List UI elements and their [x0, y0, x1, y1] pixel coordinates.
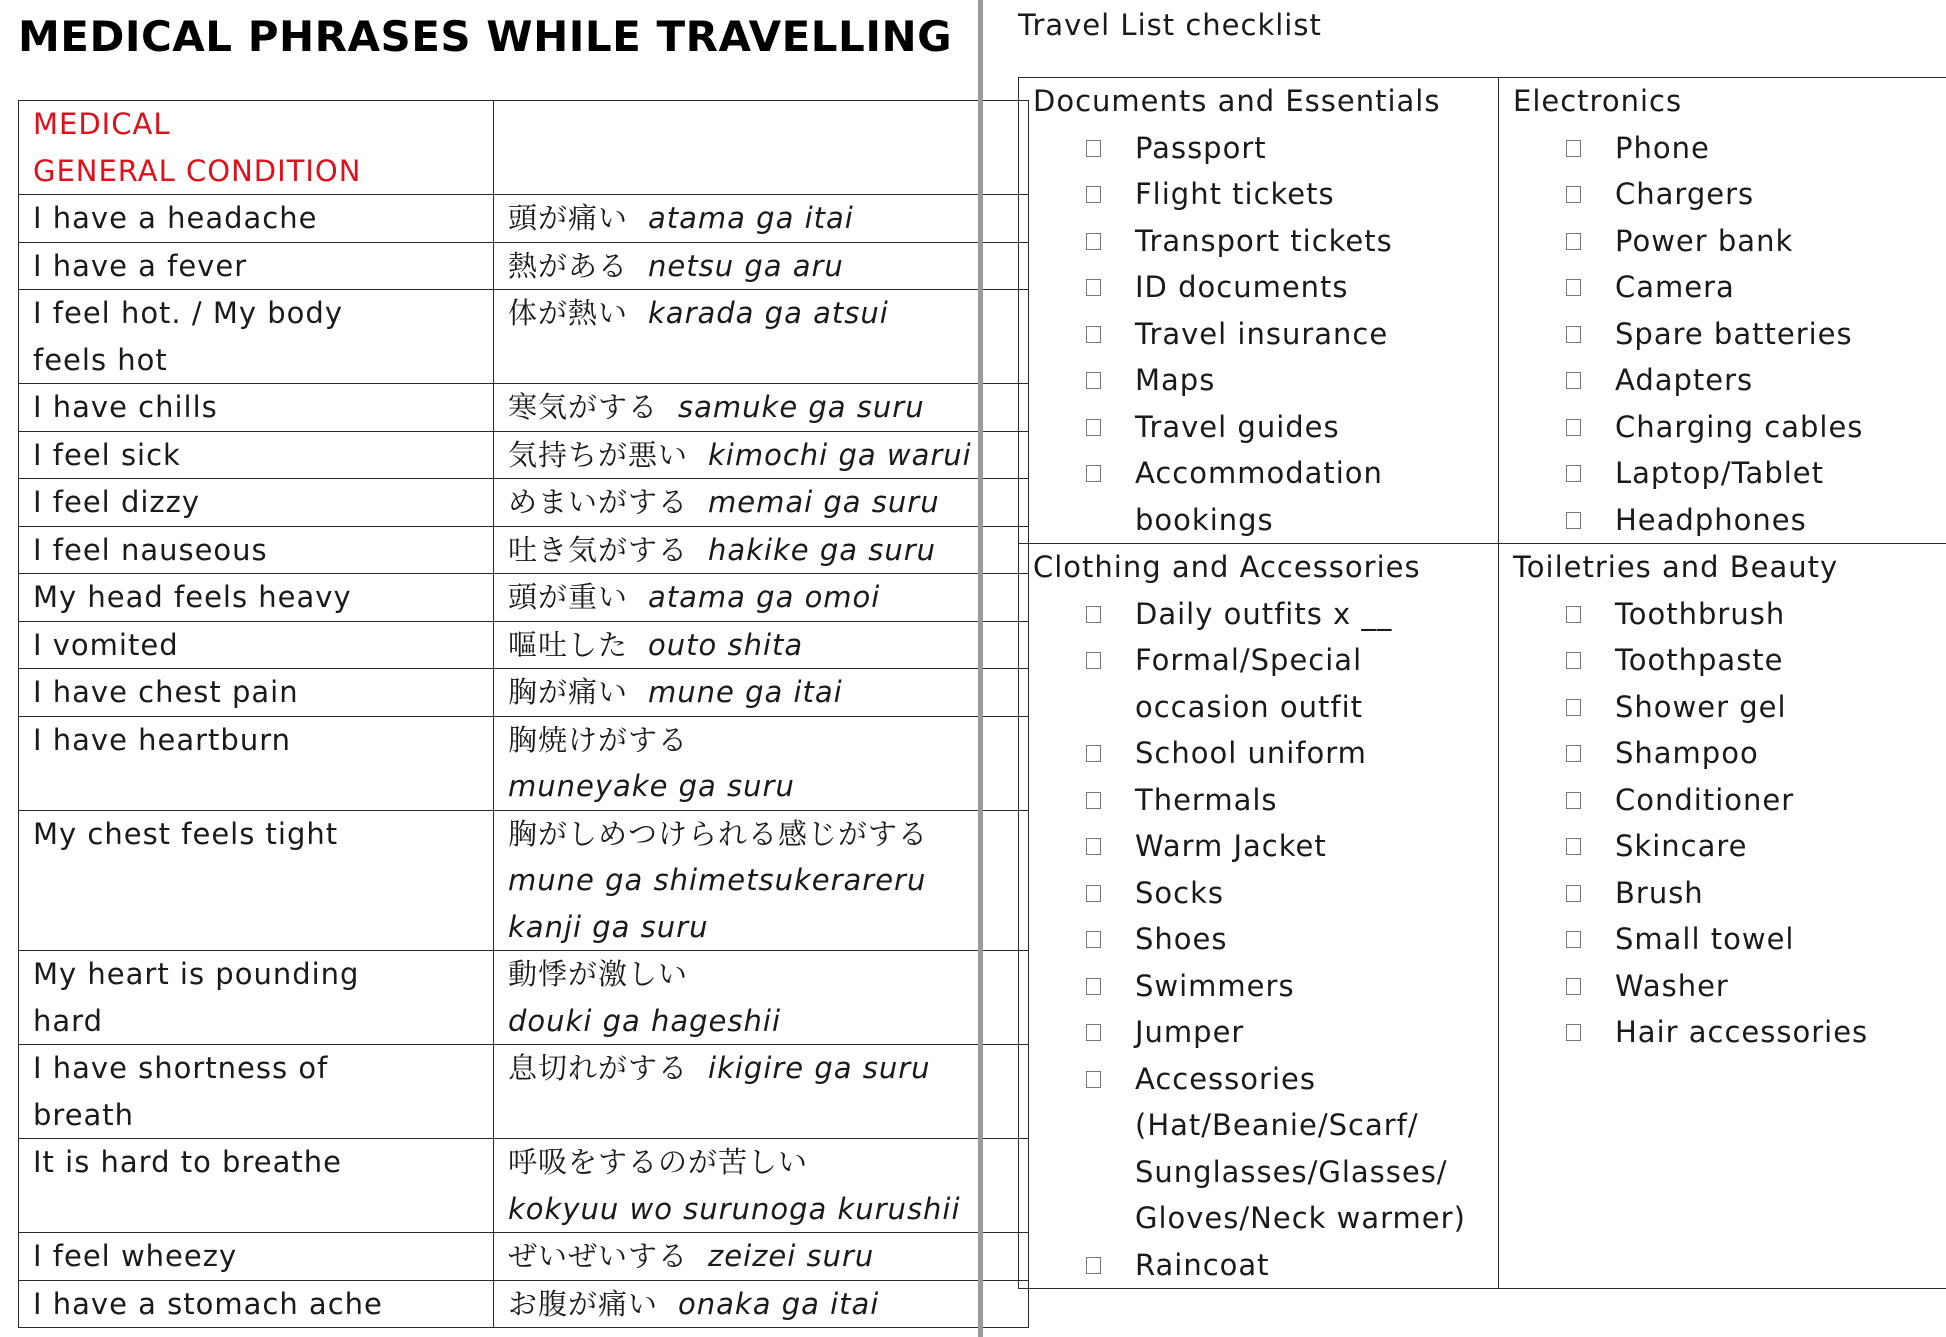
japanese-phrase: 寒気がする [508, 390, 659, 424]
japanese-phrase-cell [494, 526, 1029, 574]
japanese-phrase-cell [494, 195, 1029, 243]
english-phrase: I have a fever [33, 248, 248, 283]
checklist-item [1513, 637, 1946, 684]
english-phrase-cell [19, 1233, 494, 1281]
checklist-item [1513, 870, 1946, 917]
english-phrase: I have a stomach ache [33, 1286, 383, 1321]
romaji-phrase: muneyake ga suru [508, 769, 795, 803]
table-row [19, 621, 1029, 669]
english-phrase-cell [19, 479, 494, 527]
checklist-item [1513, 963, 1946, 1010]
table-row [19, 384, 1029, 432]
checklist-item-label: Shoes [1135, 922, 1228, 956]
checklist-item [1513, 404, 1946, 451]
english-phrase: I have chills [33, 390, 218, 424]
checklist-item [1033, 916, 1498, 963]
english-phrase: I have chest pain [33, 675, 299, 709]
english-phrase-cell [19, 574, 494, 622]
checklist-item [1513, 171, 1946, 218]
checklist-item-label: Camera [1615, 270, 1735, 304]
checklist-item-label: Phone [1615, 130, 1710, 165]
english-phrase: I feel wheezy [33, 1239, 238, 1273]
table-row [19, 1233, 1029, 1281]
table-row [19, 810, 1029, 951]
romaji-phrase: kokyuu wo surunoga kurushii [508, 1191, 961, 1226]
checklist-item [1033, 777, 1498, 824]
checklist-item-label: Travel guides [1135, 409, 1340, 444]
english-phrase: I feel dizzy [33, 485, 201, 519]
checklist-item-label: Shower gel [1615, 689, 1787, 724]
table-header-row [19, 101, 1029, 195]
checklist-item [1033, 125, 1498, 172]
table-row [19, 431, 1029, 479]
checkbox[interactable] [1566, 838, 1581, 855]
checklist-item-label: Charging cables [1615, 409, 1864, 444]
romaji-phrase: atama ga omoi [648, 580, 881, 614]
table-header-empty-cell [494, 101, 1029, 195]
checkbox[interactable] [1086, 140, 1101, 157]
checkbox[interactable] [1086, 233, 1101, 250]
romaji-phrase: mune ga itai [648, 675, 843, 709]
checklist-item-label: Transport tickets [1135, 223, 1393, 258]
english-phrase: I have shortness of breath [33, 1051, 329, 1132]
english-phrase: It is hard to breathe [33, 1145, 342, 1179]
checklist-item-label: Passport [1135, 130, 1267, 165]
japanese-phrase-cell [494, 384, 1029, 432]
checkbox[interactable] [1566, 606, 1581, 623]
checkbox[interactable] [1566, 1024, 1581, 1041]
checklist-item [1033, 823, 1498, 870]
checkbox[interactable] [1566, 699, 1581, 716]
checklist-item-label: Skincare [1615, 829, 1748, 863]
japanese-phrase: 体が熱い [508, 296, 629, 330]
table-row [19, 1045, 1029, 1139]
english-phrase-cell [19, 431, 494, 479]
japanese-phrase-cell [494, 1233, 1029, 1281]
checklist-item-label: Maps [1135, 363, 1216, 397]
checklist-item [1033, 218, 1498, 265]
checklist-item-label: Conditioner [1615, 782, 1795, 817]
romaji-phrase: outo shita [648, 627, 804, 662]
romaji-phrase: karada ga atsui [648, 296, 889, 330]
checkbox[interactable] [1566, 140, 1581, 157]
romaji-phrase: ikigire ga suru [708, 1051, 931, 1085]
checklist-item [1033, 637, 1498, 730]
english-phrase: I feel sick [33, 437, 181, 472]
japanese-phrase: 息切れがする [508, 1051, 689, 1085]
table-header-label: MEDICAL GENERAL CONDITION [33, 107, 362, 188]
checkbox[interactable] [1086, 978, 1101, 995]
checklist-item [1513, 497, 1946, 544]
table-row [19, 479, 1029, 527]
table-header-cell [19, 101, 494, 195]
table-row [19, 242, 1029, 290]
english-phrase-cell [19, 242, 494, 290]
japanese-phrase: お腹が痛い [508, 1286, 659, 1321]
checklist-item-label: Headphones [1615, 502, 1807, 537]
japanese-phrase: めまいがする [508, 485, 689, 519]
checkbox[interactable] [1566, 978, 1581, 995]
checklist-item [1033, 1242, 1498, 1289]
japanese-phrase-cell [494, 479, 1029, 527]
japanese-phrase-cell [494, 1045, 1029, 1139]
japanese-phrase-cell [494, 574, 1029, 622]
checklist-item-label: Formal/Special occasion outfit [1135, 643, 1364, 724]
japanese-phrase: 動悸が激しい [508, 957, 689, 991]
checklist-item [1033, 730, 1498, 777]
checklist-item [1033, 264, 1498, 311]
checklist-item [1033, 1009, 1498, 1056]
romaji-phrase: atama ga itai [648, 201, 854, 235]
table-row [19, 526, 1029, 574]
checklist-item [1033, 404, 1498, 451]
english-phrase-cell [19, 290, 494, 384]
japanese-phrase: 胸がしめつけられる感じがする [508, 816, 929, 851]
checklist-item [1033, 870, 1498, 917]
checkbox[interactable] [1566, 279, 1581, 296]
checklist-item-label: School uniform [1135, 736, 1367, 770]
japanese-phrase-cell [494, 1139, 1029, 1233]
checklist-item [1513, 218, 1946, 265]
table-row [19, 290, 1029, 384]
checkbox[interactable] [1086, 792, 1101, 809]
english-phrase: I have heartburn [33, 722, 292, 757]
category-title: Clothing and Accessories [1033, 550, 1421, 584]
checklist-item-label: Power bank [1615, 223, 1794, 258]
medical-phrases-table [18, 100, 1029, 1328]
checklist-item-label: ID documents [1135, 270, 1349, 304]
table-row [19, 951, 1029, 1045]
japanese-phrase-cell [494, 951, 1029, 1045]
english-phrase-cell [19, 526, 494, 574]
checkbox[interactable] [1086, 1257, 1101, 1274]
checkbox[interactable] [1566, 885, 1581, 902]
checklist-item-label: Raincoat [1135, 1247, 1270, 1282]
checklist-item-label: Adapters [1615, 363, 1754, 397]
checklist-item [1513, 450, 1946, 497]
checklist-item-label: Washer [1615, 968, 1729, 1003]
category-title: Toiletries and Beauty [1513, 550, 1839, 584]
checkbox[interactable] [1086, 1071, 1101, 1088]
checkbox[interactable] [1086, 652, 1101, 669]
checkbox[interactable] [1086, 1024, 1101, 1041]
japanese-phrase: 吐き気がする [508, 532, 689, 567]
checklist-item-label: Small towel [1615, 922, 1795, 956]
table-row [19, 195, 1029, 243]
checkbox[interactable] [1566, 792, 1581, 809]
checklist-item-label: Accommodation bookings [1135, 456, 1383, 537]
romaji-phrase: kimochi ga warui [708, 437, 972, 472]
checklist-item [1033, 963, 1498, 1010]
romaji-phrase: onaka ga itai [678, 1286, 880, 1321]
checklist-item [1033, 171, 1498, 218]
japanese-phrase: 熱がある [508, 248, 629, 283]
page-title: MEDICAL PHRASES WHILE TRAVELLING [18, 12, 953, 61]
checkbox[interactable] [1086, 186, 1101, 203]
checklist-item [1033, 311, 1498, 358]
checklist-item-label: Shampoo [1615, 736, 1759, 770]
checkbox[interactable] [1566, 372, 1581, 389]
checklist-item-label: Accessories (Hat/Beanie/Scarf/ Sunglasses/Glasses/ Gloves/Neck warmer) [1135, 1061, 1466, 1235]
japanese-phrase-cell [494, 242, 1029, 290]
english-phrase: My head feels heavy [33, 580, 352, 614]
checkbox[interactable] [1566, 186, 1581, 203]
japanese-phrase: ぜいぜいする [508, 1239, 689, 1273]
japanese-phrase: 頭が重い [508, 580, 629, 614]
checkbox[interactable] [1566, 326, 1581, 343]
category-clothing [1019, 544, 1499, 1289]
romaji-phrase: mune ga shimetsukerareru kanji ga suru [508, 863, 927, 944]
japanese-phrase-cell [494, 290, 1029, 384]
table-row [19, 1280, 1029, 1328]
checklist-item [1513, 311, 1946, 358]
english-phrase-cell [19, 810, 494, 951]
english-phrase-cell [19, 195, 494, 243]
japanese-phrase: 頭が痛い [508, 201, 629, 235]
japanese-phrase-cell [494, 621, 1029, 669]
checkbox[interactable] [1566, 931, 1581, 948]
checklist-item-label: Brush [1615, 875, 1704, 910]
checklist-item-label: Flight tickets [1135, 177, 1335, 211]
romaji-phrase: netsu ga aru [648, 248, 844, 283]
english-phrase: I vomited [33, 627, 179, 662]
japanese-phrase-cell [494, 1280, 1029, 1328]
checklist-item-label: Warm Jacket [1135, 829, 1327, 863]
checklist-item-label: Hair accessories [1615, 1015, 1869, 1049]
checklist-item [1033, 357, 1498, 404]
checkbox[interactable] [1086, 838, 1101, 855]
checklist-table [1018, 77, 1946, 1289]
table-row [19, 1139, 1029, 1233]
category-toiletries [1499, 544, 1946, 1289]
english-phrase: I feel hot. / My body feels hot [33, 296, 343, 377]
english-phrase: I feel nauseous [33, 532, 268, 567]
category-title: Electronics [1513, 84, 1683, 118]
japanese-phrase-cell [494, 716, 1029, 810]
checkbox[interactable] [1086, 606, 1101, 623]
checkbox[interactable] [1086, 372, 1101, 389]
checklist-item-label: Socks [1135, 875, 1224, 910]
checklist-item-label: Toothpaste [1615, 643, 1784, 677]
japanese-phrase: 胸焼けがする [508, 722, 689, 757]
checklist-item [1033, 591, 1498, 638]
english-phrase-cell [19, 621, 494, 669]
table-row [19, 574, 1029, 622]
table-row [19, 669, 1029, 717]
page-divider [978, 0, 983, 1337]
checkbox[interactable] [1086, 419, 1101, 436]
checklist-item-label: Thermals [1135, 782, 1278, 817]
checklist-title: Travel List checklist [1018, 8, 1322, 42]
romaji-phrase: memai ga suru [708, 485, 940, 519]
checklist-item [1513, 777, 1946, 824]
checkbox[interactable] [1086, 885, 1101, 902]
romaji-phrase: douki ga hageshii [508, 1003, 782, 1038]
checkbox[interactable] [1566, 652, 1581, 669]
checklist-item-label: Laptop/Tablet [1615, 456, 1824, 490]
checklist-item-label: Travel insurance [1135, 316, 1389, 351]
checkbox[interactable] [1566, 233, 1581, 250]
checklist-item [1513, 125, 1946, 172]
japanese-phrase: 胸が痛い [508, 675, 629, 709]
checklist-item-label: Chargers [1615, 177, 1755, 211]
table-row [19, 716, 1029, 810]
checkbox[interactable] [1566, 512, 1581, 529]
checklist-item-label: Jumper [1135, 1015, 1245, 1049]
checklist-row [1019, 544, 1946, 1289]
english-phrase-cell [19, 716, 494, 810]
checkbox[interactable] [1086, 465, 1101, 482]
japanese-phrase: 嘔吐した [508, 627, 629, 662]
checklist-item-label: Swimmers [1135, 968, 1295, 1003]
english-phrase-cell [19, 1139, 494, 1233]
category-electronics [1499, 78, 1946, 544]
checkbox[interactable] [1566, 745, 1581, 762]
checklist-item-label: Spare batteries [1615, 316, 1853, 351]
checklist-item [1033, 1056, 1498, 1242]
checkbox[interactable] [1566, 465, 1581, 482]
japanese-phrase: 呼吸をするのが苦しい [508, 1145, 809, 1179]
checklist-item [1513, 684, 1946, 731]
checkbox[interactable] [1086, 279, 1101, 296]
english-phrase-cell [19, 669, 494, 717]
checkbox[interactable] [1086, 931, 1101, 948]
checklist-item [1513, 823, 1946, 870]
english-phrase: I have a headache [33, 201, 318, 235]
english-phrase-cell [19, 1280, 494, 1328]
japanese-phrase: 気持ちが悪い [508, 437, 689, 472]
checklist-item [1513, 730, 1946, 777]
english-phrase: My heart is pounding hard [33, 957, 360, 1038]
checklist-row [1019, 78, 1946, 544]
japanese-phrase-cell [494, 810, 1029, 951]
checkbox[interactable] [1086, 326, 1101, 343]
checklist-item [1513, 357, 1946, 404]
checklist-item-label: Daily outfits x __ [1135, 596, 1393, 631]
english-phrase: My chest feels tight [33, 816, 339, 851]
romaji-phrase: hakike ga suru [708, 532, 937, 567]
japanese-phrase-cell [494, 431, 1029, 479]
japanese-phrase-cell [494, 669, 1029, 717]
medical-phrases-body [19, 101, 1029, 1328]
romaji-phrase: samuke ga suru [678, 390, 925, 424]
checkbox[interactable] [1086, 745, 1101, 762]
checklist-item [1513, 591, 1946, 638]
english-phrase-cell [19, 384, 494, 432]
checklist-item [1513, 916, 1946, 963]
checklist-item [1033, 450, 1498, 543]
checkbox[interactable] [1566, 419, 1581, 436]
category-title: Documents and Essentials [1033, 84, 1441, 118]
checklist-item [1513, 1009, 1946, 1056]
category-documents [1019, 78, 1499, 544]
romaji-phrase: zeizei suru [708, 1239, 875, 1273]
checklist-item [1513, 264, 1946, 311]
english-phrase-cell [19, 951, 494, 1045]
checklist-item-label: Toothbrush [1615, 596, 1786, 631]
english-phrase-cell [19, 1045, 494, 1139]
